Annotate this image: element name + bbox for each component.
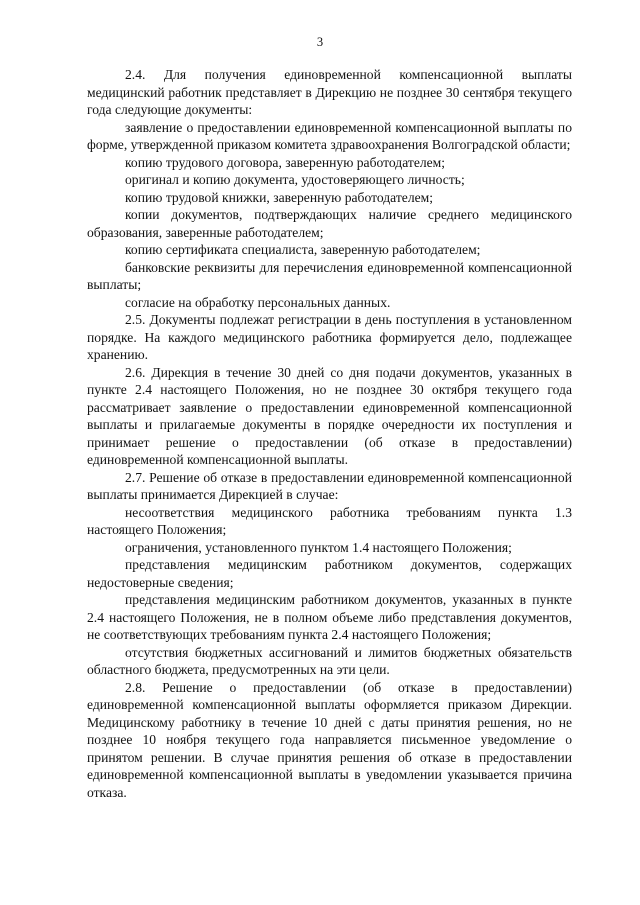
list-item-work-book: копию трудовой книжки, заверенную работодателем;	[125, 189, 434, 205]
paragraph-2-8: 2.8. Решение о предоставлении (об отказе в предоставлении) единовременной компенсационной выплаты оформляется приказом Дирекции. Медицинскому работнику в течение 10 дней с даты принятия решения, но не позднее 10 ноября текущего года направляется письменное уведомление о принятом решении. В случае принятия решения об отказе в предоставлении единовременной компенсационной выплаты в уведомлении указывается причина отказа.	[87, 679, 572, 800]
paragraph-2-7: 2.7. Решение об отказе в предоставлении единовременной компенсационной выплаты принимается Дирекцией в случае:	[87, 469, 572, 502]
list-item-specialist-certificate: копию сертификата специалиста, заверенную работодателем;	[125, 242, 481, 257]
list-item-application: заявление о предоставлении единовременной компенсационной выплаты по форме, утвержденной приказом комитета здравоохранения Волгоградской области;	[87, 119, 572, 152]
list-item-identity-document: оригинал и копию документа, удостоверяющего личность;	[125, 172, 465, 187]
list-item-incomplete-documents: представления медицинским работником документов, указанных в пункте 2.4 настоящего Положения, не в полном объеме либо представления документов, не соответствующих требованиям пункта 2.4 настоящего Положения;	[87, 592, 572, 642]
list-item-false-information: представления медицинским работником документов, содержащих недостоверные сведения;	[87, 557, 572, 590]
list-item-no-budget: отсутствия бюджетных ассигнований и лимитов бюджетных обязательств областного бюджета, предусмотренных на эти цели.	[87, 644, 572, 677]
page-number: 3	[316, 35, 324, 49]
paragraph-2-5: 2.5. Документы подлежат регистрации в день поступления в установленном порядке. На каждого медицинского работника формируется дело, подлежащее хранению.	[87, 312, 572, 362]
list-item-education-documents: копии документов, подтверждающих наличие среднего медицинского образования, заверенные работодателем;	[87, 207, 572, 240]
document-body	[87, 66, 572, 801]
list-item-bank-details: банковские реквизиты для перечисления единовременной компенсационной выплаты;	[87, 259, 572, 292]
paragraph-2-6: 2.6. Дирекция в течение 30 дней со дня подачи документов, указанных в пункте 2.4 настоящего Положения, но не позднее 30 октября текущего года рассматривает заявление о предоставлении единовременной компенсационной выплаты и прилагаемые документы в порядке очередности их поступления и принимает решение о предоставлении (об отказе в предоставлении) единовременной компенсационной выплаты.	[87, 364, 572, 467]
list-item-data-consent: согласие на обработку персональных данных.	[125, 294, 391, 310]
list-item-labor-contract: копию трудового договора, заверенную работодателем;	[125, 154, 446, 170]
list-item-noncompliance: несоответствия медицинского работника требованиям пункта 1.3 настоящего Положения;	[87, 504, 572, 537]
list-item-restriction: ограничения, установленного пунктом 1.4 настоящего Положения;	[125, 539, 512, 555]
paragraph-2-4: 2.4. Для получения единовременной компенсационной выплаты медицинский работник представляет в Дирекцию не позднее 30 сентября текущего года следующие документы:	[87, 67, 572, 117]
